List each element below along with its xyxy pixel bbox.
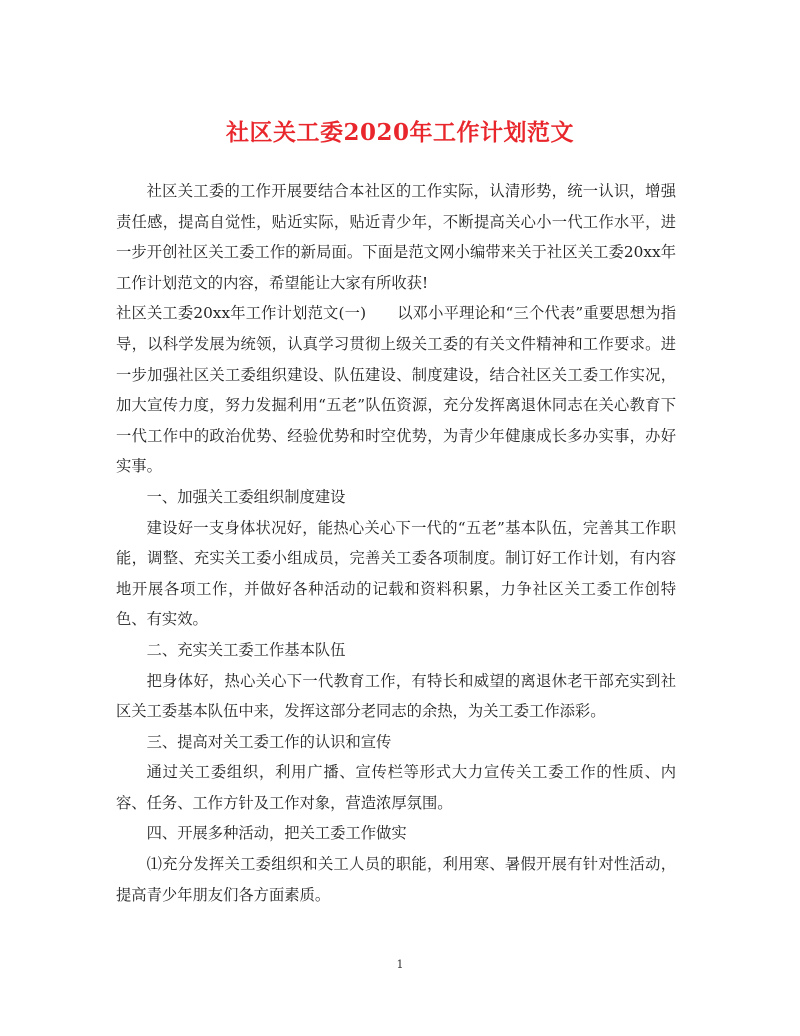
page-title: 社区关工委2020年工作计划范文 bbox=[225, 119, 574, 146]
section-heading-4: 四、开展多种活动，把关工委工作做实 bbox=[146, 824, 407, 843]
intro-paragraph: 社区关工委的工作开展要结合本社区的工作实际，认清形势，统一认识，增强责任感，提高自觉性，贴近实际，贴近青少年，不断提高关心小一代工作水平，进一步开创社区关工委工作的新局面。下面是范文网小编带来关于社区关工委20xx年工作计划范文的内容，希望能让大家有所收获! bbox=[116, 182, 676, 292]
page-number: 1 bbox=[396, 958, 404, 971]
section-body-2: 把身体好，热心关心下一代教育工作，有特长和威望的离退休老干部充实到社区关工委基本队伍中来，发挥这部分老同志的余热，为关工委工作添彩。 bbox=[116, 671, 676, 721]
section-body-3: 通过关工委组织，利用广播、宣传栏等形式大力宣传关工委工作的性质、内容、任务、工作方针及工作对象，营造浓厚氛围。 bbox=[116, 763, 676, 812]
section-heading-2: 二、充实关工委工作基本队伍 bbox=[146, 640, 346, 659]
section-body-4: ⑴充分发挥关工委组织和关工人员的职能，利用寒、暑假开展有针对性活动，提高青少年朋友们各方面素质。 bbox=[116, 855, 676, 904]
plan-one-paragraph: 社区关工委20xx年工作计划范文(一) 以邓小平理论和“三个代表”重要思想为指导，以科学发展为统领，认真学习贯彻上级关工委的有关文件精神和工作要求。进一步加强社区关工委组织建设、队伍建设、制度建设，结合社区关工委工作实况，加大宣传力度，努力发掘利用“五老”队伍资源，充分发挥离退休同志在关心教育下一代工作中的政治优势、经验优势和时空优势，为青少年健康成长多办实事，办好实事。 bbox=[116, 304, 676, 476]
document-body bbox=[116, 176, 676, 910]
section-body-1: 建设好一支身体状况好，能热心关心下一代的“五老”基本队伍，完善其工作职能，调整、充实关工委小组成员，完善关工委各项制度。制订好工作计划，有内容地开展各项工作，并做好各种活动的记载和资料积累，力争社区关工委工作创特色、有实效。 bbox=[116, 518, 676, 629]
section-heading-1: 一、加强关工委组织制度建设 bbox=[146, 487, 346, 506]
section-heading-3: 三、提高对关工委工作的认识和宣传 bbox=[146, 732, 392, 751]
